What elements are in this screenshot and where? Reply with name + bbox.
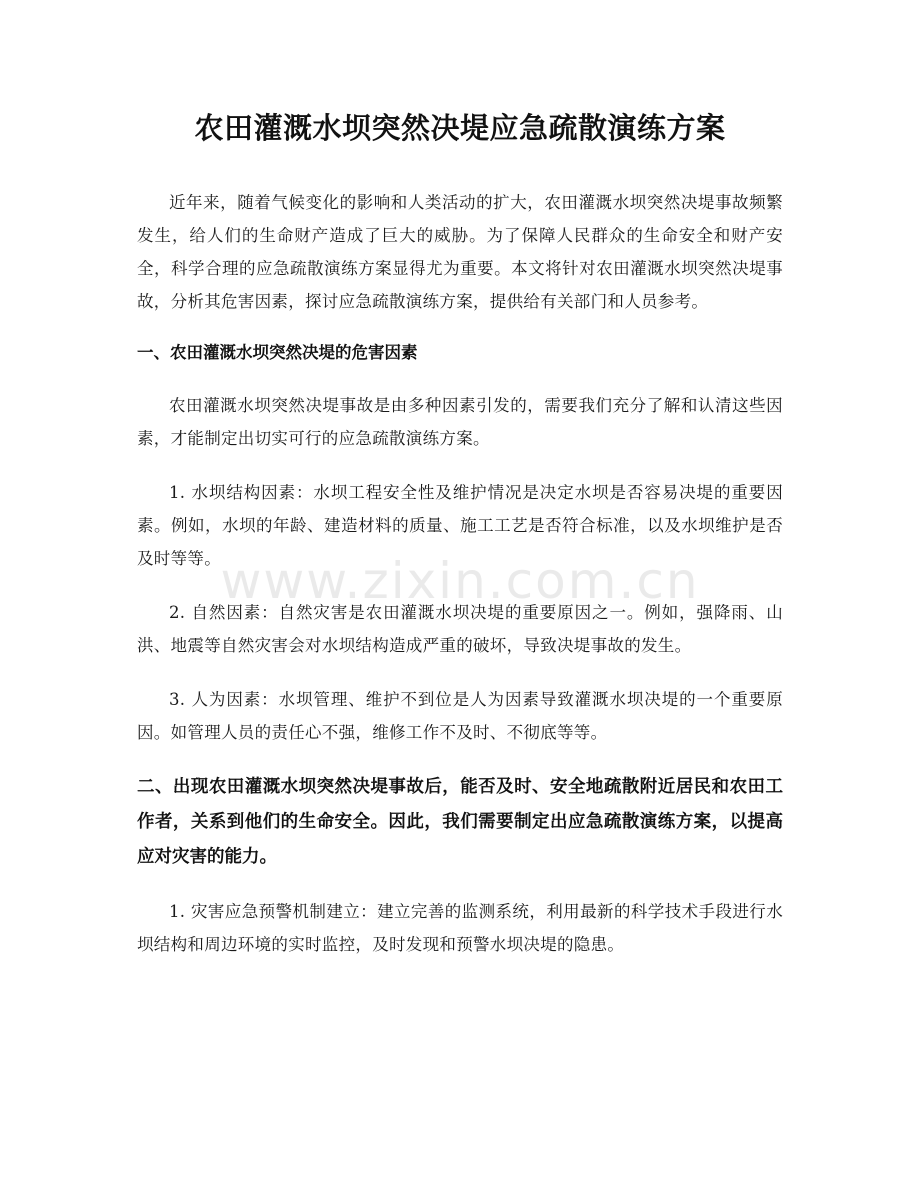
document-title: 农田灌溉水坝突然决堤应急疏散演练方案 bbox=[194, 111, 726, 145]
section-1-item-2: 2. 自然因素：自然灾害是农田灌溉水坝决堤的重要原因之一。例如，强降雨、山洪、地震等自然灾害会对水坝结构造成严重的破坏，导致决堤事故的发生。 bbox=[137, 603, 783, 655]
section-1-heading: 一、农田灌溉水坝突然决堤的危害因素 bbox=[137, 343, 418, 362]
section-1-lead-paragraph: 农田灌溉水坝突然决堤事故是由多种因素引发的，需要我们充分了解和认清这些因素，才能制定出切实可行的应急疏散演练方案。 bbox=[137, 396, 783, 448]
section-1-item-3: 3. 人为因素：水坝管理、维护不到位是人为因素导致灌溉水坝决堤的一个重要原因。如管理人员的责任心不强，维修工作不及时、不彻底等等。 bbox=[137, 690, 783, 742]
section-1-item-1: 1. 水坝结构因素：水坝工程安全性及维护情况是决定水坝是否容易决堤的重要因素。例如，水坝的年龄、建造材料的质量、施工工艺是否符合标准，以及水坝维护是否及时等等。 bbox=[137, 483, 783, 568]
intro-paragraph: 近年来，随着气候变化的影响和人类活动的扩大，农田灌溉水坝突然决堤事故频繁发生，给人们的生命财产造成了巨大的威胁。为了保障人民群众的生命安全和财产安全，科学合理的应急疏散演练方案显得尤为重要。本文将针对农田灌溉水坝突然决堤事故，分析其危害因素，探讨应急疏散演练方案，提供给有关部门和人员参考。 bbox=[137, 193, 783, 311]
watermark: www.zixin.com.cn bbox=[220, 552, 700, 610]
section-2-heading: 二、出现农田灌溉水坝突然决堤事故后，能否及时、安全地疏散附近居民和农田工作者，关系到他们的生命安全。因此，我们需要制定出应急疏散演练方案，以提高应对灾害的能力。 bbox=[137, 777, 783, 867]
section-2-item-1: 1. 灾害应急预警机制建立：建立完善的监测系统，利用最新的科学技术手段进行水坝结构和周边环境的实时监控，及时发现和预警水坝决堤的隐患。 bbox=[137, 902, 783, 954]
